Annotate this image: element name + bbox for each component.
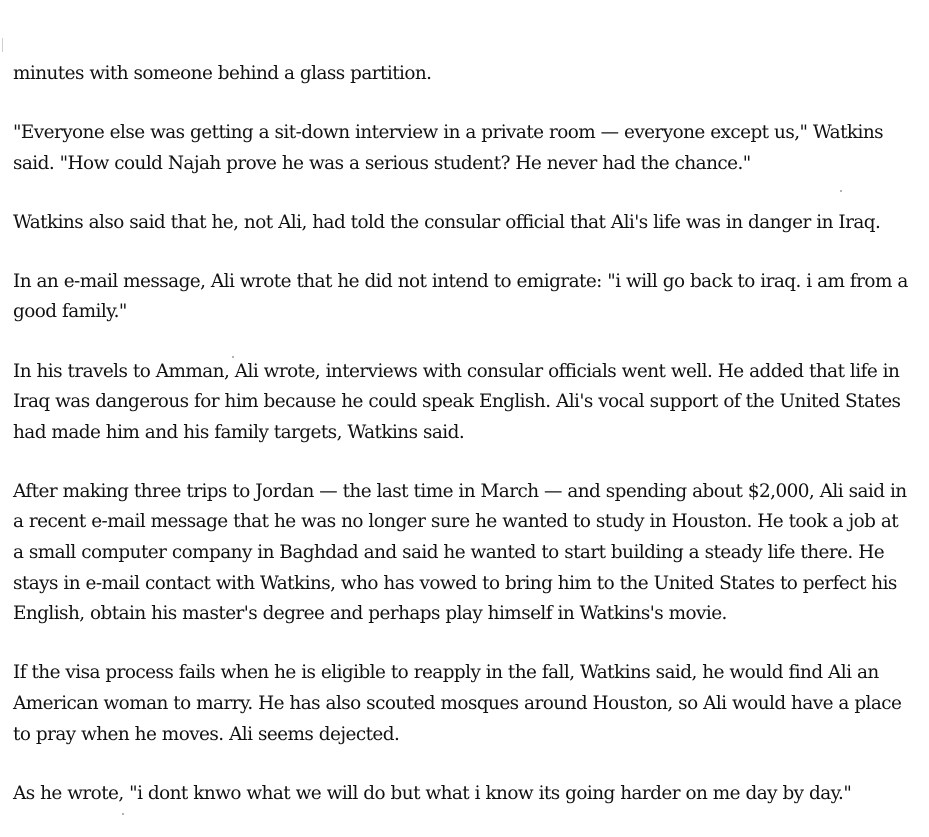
article-paragraph-5: In his travels to Amman, Ali wrote, interviews with consular officials went well. He added that life in Iraq was dangerous for him because he could speak English. Ali's vocal support of the United States had made him and his family targets, Watkins said. [13, 360, 901, 443]
article-paragraph-1: minutes with someone behind a glass partition. [13, 63, 432, 84]
article-body [13, 59, 913, 809]
article-paragraph-2: "Everyone else was getting a sit-down interview in a private room — everyone except us," Watkins said. "How could Najah prove he was a serious student? He never had the chance." [13, 122, 884, 174]
scan-speck [122, 813, 124, 815]
article-paragraph-8: As he wrote, "i dont knwo what we will do but what i know its going harder on me day by day." [13, 782, 852, 804]
article-paragraph-4: In an e-mail message, Ali wrote that he did not intend to emigrate: "i will go back to iraq. i am from a good family." [13, 270, 908, 323]
article-paragraph-7: If the visa process fails when he is eligible to reapply in the fall, Watkins said, he would find Ali an American woman to marry. He has also scouted mosques around Houston, so Ali would have a place to pray when he moves. Ali seems dejected. [13, 662, 902, 745]
article-paragraph-6: After making three trips to Jordan — the last time in March — and spending about $2,000, Ali said in a recent e-mail message that he was no longer sure he wanted to study in Houston. He took a job at a small computer company in Baghdad and said he wanted to start building a steady life there. He stays in e-mail contact with Watkins, who has vowed to bring him to the United States to perfect his English, obtain his master's degree and perhaps play himself in Watkins's movie. [13, 480, 907, 625]
article-paragraph-3: Watkins also said that he, not Ali, had told the consular official that Ali's life was in danger in Iraq. [13, 211, 881, 233]
page-edge-mark [2, 38, 3, 52]
scan-speck [232, 356, 234, 358]
scan-speck [840, 190, 842, 192]
